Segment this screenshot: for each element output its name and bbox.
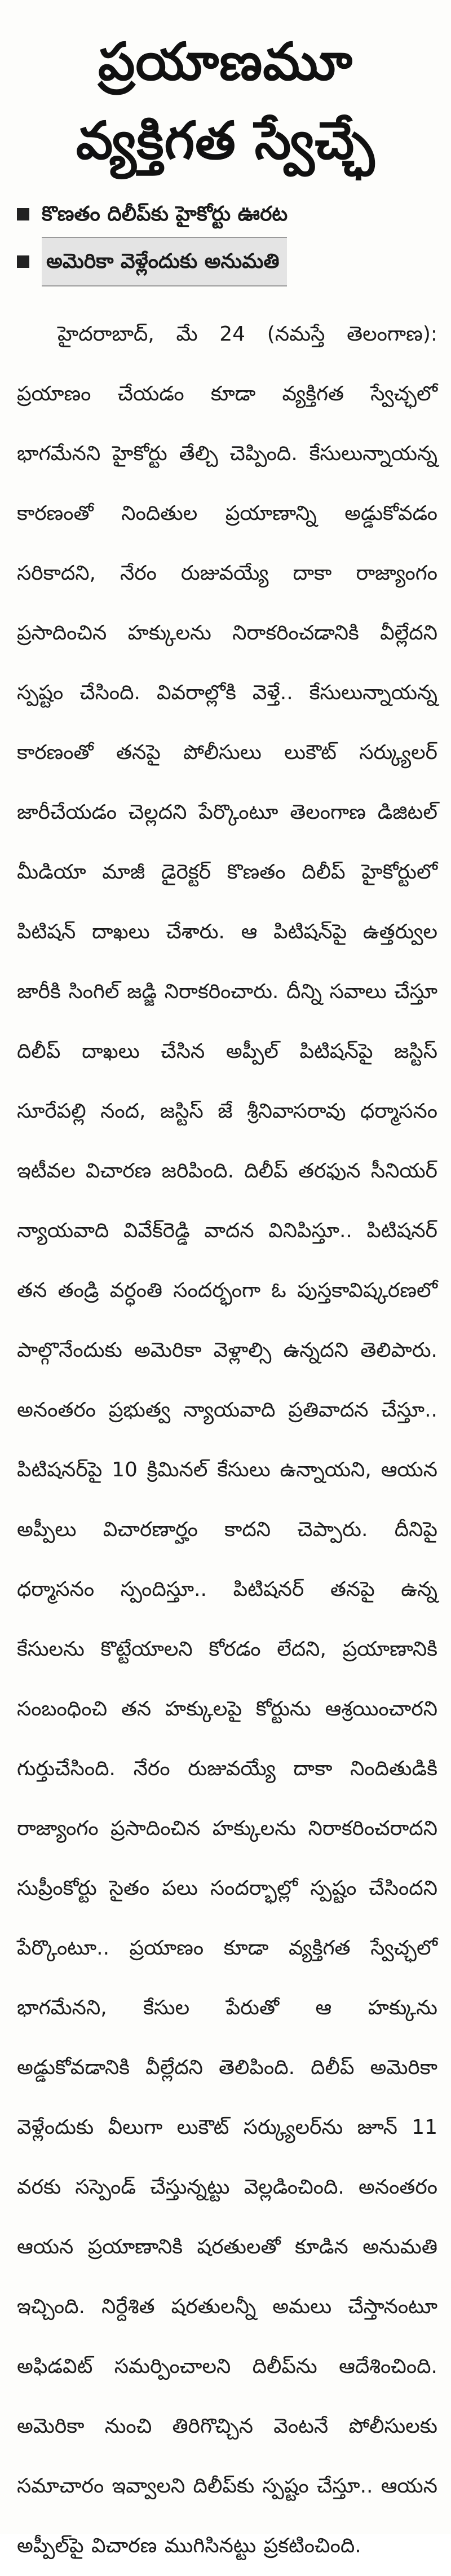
sub-headings [17,191,451,285]
headline-line-1: ప్రయాణమూ [98,32,353,92]
headline [0,0,451,186]
square-bullet-icon [17,208,29,220]
article-body: హైదరాబాద్, మే 24 (నమస్తే తెలంగాణ): ప్రయాణం చేయడం కూడా వ్యక్తిగత స్వేచ్ఛలో భాగమేనని హైకోర్టు తేల్చి చెప్పింది. కేసులున్నాయన్న కారణంతో నిందితుల ప్రయాణాన్ని అడ్డుకోవడం సరికాదని, నేరం రుజువయ్యే దాకా రాజ్యాంగం ప్రసాదించిన హక్కులను నిరాకరించడానికి వీల్లేదని స్పష్టం చేసింది. వివరాల్లోకి వెళ్తే.. కేసులున్నాయన్న కారణంతో తనపై పోలీసులు లుకౌట్ సర్క్యులర్ జారీచేయడం చెల్లదని పేర్కొంటూ తెలంగాణ డిజిటల్ మీడియా మాజీ డైరెక్టర్ కొణతం దిలీప్ హైకోర్టులో పిటిషన్ దాఖలు చేశారు. ఆ పిటిషన్‌పై ఉత్తర్వుల జారీకి సింగిల్ జడ్జి నిరాకరించారు. దీన్ని సవాలు చేస్తూ దిలీప్ దాఖలు చేసిన అప్పీల్ పిటిషన్‌పై జస్టిస్ సూరేపల్లి నంద, జస్టిస్ జే శ్రీనివాసరావు ధర్మాసనం ఇటీవల విచారణ జరిపింది. దిలీప్ తరఫున సీనియర్ న్యాయవాది వివేక్‌రెడ్డి వాదన వినిపిస్తూ.. పిటిషనర్ తన తండ్రి వర్ధంతి సందర్భంగా ఓ పుస్తకావిష్కరణలో పాల్గొనేందుకు అమెరికా వెళ్లాల్సి ఉన్నదని తెలిపారు. అనంతరం ప్రభుత్వ న్యాయవాది ప్రతివాదన చేస్తూ.. పిటిషనర్‌పై 10 క్రిమినల్ కేసులు ఉన్నాయని, ఆయన అప్పీలు విచారణార్హం కాదని చెప్పారు. దీనిపై ధర్మాసనం స్పందిస్తూ.. పిటిషనర్ తనపై ఉన్న కేసులను కొట్టేయాలని కోరడం లేదని, ప్రయాణానికి సంబంధించి తన హక్కులపై కోర్టును ఆశ్రయించారని గుర్తుచేసింది. నేరం రుజువయ్యే దాకా నిందితుడికి రాజ్యాంగం ప్రసాదించిన హక్కులను నిరాకరించరాదని సుప్రీంకోర్టు సైతం పలు సందర్భాల్లో స్పష్టం చేసిందని పేర్కొంటూ.. ప్రయాణం కూడా వ్యక్తిగత స్వేచ్ఛలో భాగమేనని, కేసుల పేరుతో ఆ హక్కును అడ్డుకోవడానికి వీల్లేదని తెలిపింది. దిలీప్ అమెరికా వెళ్లేందుకు వీలుగా లుకౌట్ సర్క్యులర్‌ను జూన్ 11 వరకు సస్పెండ్ చేస్తున్నట్టు వెల్లడించింది. అనంతరం ఆయన ప్రయాణానికి షరతులతో కూడిన అనుమతి ఇచ్చింది. నిర్దేశిత షరతులన్నీ అమలు చేస్తానంటూ అఫిడవిట్ సమర్పించాలని దిలీప్‌ను ఆదేశించింది. అమెరికా నుంచి తిరిగొచ్చిన వెంటనే పోలీసులకు సమాచారం ఇవ్వాలని దిలీప్‌కు స్పష్టం చేస్తూ.. ఆయన అప్పీల్‌పై విచారణ ముగిసినట్టు ప్రకటించింది. [17,323,437,2557]
sub-heading-text: అమెరికా వెళ్లేందుకు అనుమతి [42,237,287,286]
headline-line-2: వ్యక్తిగత స్వేచ్ఛే [76,111,375,171]
square-bullet-icon [17,255,29,268]
sub-heading-1 [17,191,451,238]
sub-heading-2 [17,238,451,285]
sub-heading-text: కొణతం దిలీప్‌కు హైకోర్టు ఊరట [42,202,288,226]
